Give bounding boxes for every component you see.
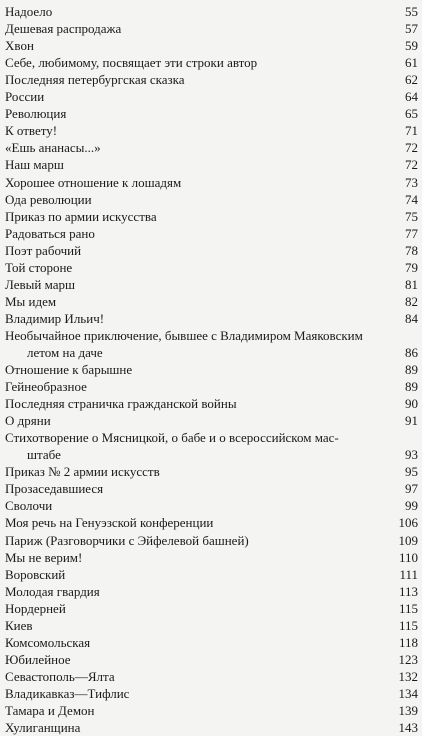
- toc-entry: [5, 395, 418, 412]
- toc-entry-title: Радоваться рано: [5, 225, 95, 241]
- toc-entry-title: Приказ по армии искусства: [5, 208, 157, 224]
- toc-entry: [5, 37, 418, 54]
- toc-entry: [5, 208, 418, 225]
- toc-entry-page: 73: [405, 174, 418, 190]
- toc-entry: [5, 225, 418, 242]
- dot-leader: [215, 514, 390, 531]
- toc-entry-title: Париж (Разговорчики с Эйфелевой башней): [5, 532, 249, 548]
- toc-entry: [5, 276, 418, 293]
- toc-entry-page: 93: [405, 447, 418, 463]
- dot-leader: [54, 497, 390, 514]
- toc-entry: [5, 702, 418, 719]
- toc-entry: [5, 122, 418, 139]
- toc-entry-title: Революция: [5, 106, 67, 122]
- toc-entry: [5, 600, 418, 617]
- toc-entry: [5, 583, 418, 600]
- toc-entry: [5, 514, 418, 531]
- dot-leader: [183, 174, 390, 191]
- toc-entry: [5, 139, 418, 156]
- dot-leader: [239, 395, 390, 412]
- dot-leader: [117, 668, 390, 685]
- toc-entry: [5, 634, 418, 651]
- toc-entry: [5, 310, 418, 327]
- toc-entry: [5, 54, 418, 71]
- toc-entry-page: 143: [398, 720, 418, 736]
- toc-entry: [5, 173, 418, 190]
- toc-entry-title: Юбилейное: [5, 651, 71, 667]
- toc-entry: [5, 88, 418, 105]
- toc-entry-title: Моя речь на Генуэзской конференции: [5, 515, 214, 531]
- dot-leader: [162, 463, 390, 480]
- dot-leader: [36, 37, 390, 54]
- toc-entry-page: 79: [405, 259, 418, 275]
- toc-entry: [5, 549, 418, 566]
- toc-entry-title: Последняя страничка гражданской войны: [5, 396, 237, 412]
- dot-leader: [68, 105, 390, 122]
- toc-entry-title: Приказ № 2 армии искусств: [5, 464, 160, 480]
- toc-entry-title: Севастополь—Ялта: [5, 668, 115, 684]
- dot-leader: [92, 634, 390, 651]
- toc-entry-title: Нордерней: [5, 600, 66, 616]
- toc-entry-title: Наш марш: [5, 157, 64, 173]
- dot-leader: [82, 719, 390, 736]
- toc-entry-title: Тамара и Демон: [5, 702, 95, 718]
- toc-entry-page: 115: [398, 617, 418, 633]
- toc-entry-page: 55: [405, 4, 418, 20]
- toc-entry: [5, 617, 418, 634]
- dot-leader: [105, 480, 390, 497]
- dot-leader: [77, 276, 390, 293]
- dot-leader: [97, 702, 390, 719]
- toc-entry-title: Сволочи: [5, 498, 53, 514]
- toc-entry-page: 109: [398, 532, 418, 548]
- toc-entry-page: 89: [405, 362, 418, 378]
- toc-entry-title: Ода революции: [5, 191, 92, 207]
- toc-entry-title: Мы не верим!: [5, 549, 83, 565]
- toc-entry-title: Необычайное приключение, бывшее с Владимиром Маяковским: [5, 327, 363, 343]
- table-of-contents: [5, 3, 418, 736]
- toc-entry-title: Прозаседавшиеся: [5, 481, 104, 497]
- toc-entry: [5, 156, 418, 173]
- dot-leader: [259, 54, 390, 71]
- toc-entry: [5, 412, 418, 429]
- toc-entry-page: 118: [398, 634, 418, 650]
- toc-entry-title: Последняя петербургская сказка: [5, 72, 185, 88]
- toc-entry: [5, 71, 418, 88]
- dot-leader: [105, 344, 390, 361]
- toc-entry-page: 65: [405, 106, 418, 122]
- toc-entry-page: 113: [398, 583, 418, 599]
- toc-entry-title: Хвон: [5, 38, 34, 54]
- dot-leader: [66, 156, 390, 173]
- toc-entry-title: Отношение к барышне: [5, 362, 133, 378]
- toc-entry-title: Воровский: [5, 566, 66, 582]
- toc-entry: [5, 378, 418, 395]
- toc-entry-page: 57: [405, 21, 418, 37]
- toc-entry-page: 86: [405, 344, 418, 360]
- dot-leader: [106, 310, 390, 327]
- toc-entry: [5, 566, 418, 583]
- toc-entry: [5, 719, 418, 736]
- toc-entry-page: 59: [405, 38, 418, 54]
- toc-entry-page: 91: [405, 413, 418, 429]
- toc-entry-title: Той стороне: [5, 259, 73, 275]
- dot-leader: [53, 412, 390, 429]
- toc-entry-page: 97: [405, 481, 418, 497]
- dot-leader: [59, 122, 390, 139]
- toc-entry-title: Владимир Ильич!: [5, 310, 105, 326]
- dot-leader: [68, 600, 390, 617]
- dot-leader: [97, 225, 390, 242]
- toc-entry-page: 72: [405, 157, 418, 173]
- toc-entry-page: 99: [405, 498, 418, 514]
- toc-entry: [5, 429, 418, 463]
- toc-entry-title: России: [5, 89, 45, 105]
- toc-entry-title: Надоело: [5, 4, 53, 20]
- toc-entry: [5, 3, 418, 20]
- dot-leader: [123, 20, 390, 37]
- toc-entry: [5, 191, 418, 208]
- toc-entry-page: 81: [405, 276, 418, 292]
- toc-entry-page: 72: [405, 140, 418, 156]
- toc-entry-title-continuation: штабе: [27, 447, 61, 463]
- dot-leader: [46, 88, 390, 105]
- toc-entry-page: 139: [398, 702, 418, 718]
- dot-leader: [102, 583, 390, 600]
- toc-entry-title: «Ешь ананасы...»: [5, 140, 101, 156]
- toc-entry-page: 89: [405, 379, 418, 395]
- toc-entry-page: 95: [405, 464, 418, 480]
- toc-entry-title: Киев: [5, 617, 33, 633]
- toc-entry: [5, 531, 418, 548]
- dot-leader: [94, 191, 390, 208]
- toc-entry: [5, 361, 418, 378]
- toc-entry-title: Хорошее отношение к лошадям: [5, 174, 182, 190]
- dot-leader: [103, 139, 390, 156]
- toc-entry-page: 74: [405, 191, 418, 207]
- toc-entry-page: 134: [398, 685, 418, 701]
- toc-entry-title: Молодая гвардия: [5, 583, 100, 599]
- toc-entry-title: Мы идем: [5, 293, 57, 309]
- toc-entry-title: Комсомольская: [5, 634, 91, 650]
- toc-entry-page: 110: [398, 549, 418, 565]
- dot-leader: [131, 685, 390, 702]
- toc-entry-title-continuation: летом на даче: [27, 344, 103, 360]
- toc-entry: [5, 685, 418, 702]
- toc-entry: [5, 242, 418, 259]
- dot-leader: [35, 617, 390, 634]
- toc-entry-page: 71: [405, 123, 418, 139]
- toc-entry-title: Гейнеобразное: [5, 379, 87, 395]
- toc-entry: [5, 480, 418, 497]
- dot-leader: [63, 446, 390, 463]
- toc-entry-title: Поэт рабочий: [5, 242, 82, 258]
- toc-entry-title: Владикавказ—Тифлис: [5, 685, 130, 701]
- dot-leader: [74, 259, 390, 276]
- toc-entry: [5, 651, 418, 668]
- toc-entry-title: Стихотворение о Мясницкой, о бабе и о всероссийском мас-: [5, 430, 339, 446]
- toc-entry-title: Хулиганщина: [5, 720, 81, 736]
- toc-entry: [5, 497, 418, 514]
- toc-entry-page: 132: [398, 668, 418, 684]
- toc-entry: [5, 327, 418, 361]
- toc-entry-page: 61: [405, 55, 418, 71]
- dot-leader: [83, 242, 390, 259]
- dot-leader: [159, 208, 390, 225]
- toc-entry-page: 62: [405, 72, 418, 88]
- toc-entry-title: Левый марш: [5, 276, 75, 292]
- toc-entry-title: К ответу!: [5, 123, 58, 139]
- toc-entry: [5, 668, 418, 685]
- toc-entry-page: 115: [398, 600, 418, 616]
- dot-leader: [187, 71, 390, 88]
- toc-entry: [5, 20, 418, 37]
- toc-entry: [5, 293, 418, 310]
- toc-entry-title: О дряни: [5, 413, 51, 429]
- toc-entry-page: 106: [398, 515, 418, 531]
- toc-entry: [5, 259, 418, 276]
- dot-leader: [73, 651, 390, 668]
- dot-leader: [54, 3, 390, 20]
- toc-entry-page: 77: [405, 225, 418, 241]
- toc-entry-page: 84: [405, 310, 418, 326]
- toc-entry-page: 82: [405, 293, 418, 309]
- toc-entry-page: 78: [405, 242, 418, 258]
- toc-entry-page: 75: [405, 208, 418, 224]
- dot-leader: [58, 293, 390, 310]
- toc-entry-page: 64: [405, 89, 418, 105]
- dot-leader: [84, 549, 390, 566]
- toc-entry-title: Себе, любимому, посвящает эти строки автор: [5, 55, 258, 71]
- toc-entry: [5, 105, 418, 122]
- toc-entry-page: 123: [398, 651, 418, 667]
- dot-leader: [251, 532, 390, 549]
- dot-leader: [67, 566, 390, 583]
- toc-entry-title: Дешевая распродажа: [5, 21, 122, 37]
- toc-entry-page: 90: [405, 396, 418, 412]
- toc-entry: [5, 463, 418, 480]
- dot-leader: [89, 378, 390, 395]
- toc-entry-page: 111: [399, 566, 418, 582]
- dot-leader: [134, 361, 390, 378]
